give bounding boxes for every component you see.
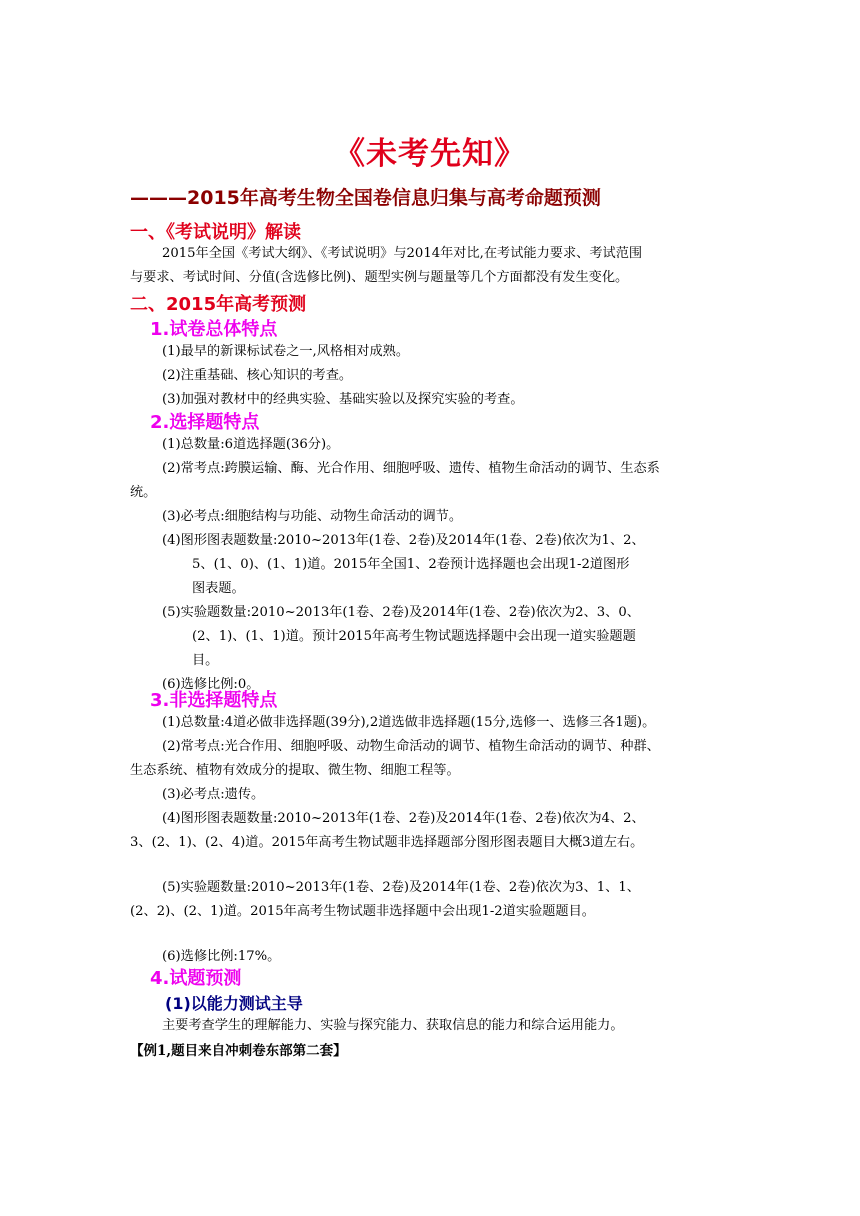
section-1-paragraph-line-2: 与要求、考试时间、分值(含选修比例)、题型实例与题量等几个方面都没有发生变化。 xyxy=(130,270,629,285)
subsection-4-1-heading: (1)以能力测试主导 xyxy=(165,994,303,1013)
list-item: (3)必考点:细胞结构与功能、动物生命活动的调节。 xyxy=(162,509,463,524)
list-item-continuation: 统。 xyxy=(130,485,157,500)
list-item: (5)实验题数量:2010~2013年(1卷、2卷)及2014年(1卷、2卷)依次为3、1、1、 xyxy=(162,880,640,895)
list-item-continuation: 目。 xyxy=(192,653,219,668)
list-item: (4)图形图表题数量:2010~2013年(1卷、2卷)及2014年(1卷、2卷)依次为1、2、 xyxy=(162,533,645,548)
list-item: (1)总数量:6道选择题(36分)。 xyxy=(162,437,340,452)
section-1-paragraph-line-1: 2015年全国《考试大纲》、《考试说明》与2014年对比,在考试能力要求、考试范围 xyxy=(162,246,643,261)
subsection-2-heading: 2.选择题特点 xyxy=(150,412,260,433)
subsection-1-heading: 1.试卷总体特点 xyxy=(150,319,278,340)
list-item: (1)最早的新课标试卷之一,风格相对成熟。 xyxy=(162,344,410,359)
list-item: (6)选修比例:17%。 xyxy=(162,949,281,964)
list-item: (5)实验题数量:2010~2013年(1卷、2卷)及2014年(1卷、2卷)依次为2、3、0、 xyxy=(162,605,640,620)
document-subtitle: ———2015年高考生物全国卷信息归集与高考命题预测 xyxy=(130,187,601,209)
document-title: 《未考先知》 xyxy=(334,136,526,172)
subsection-4-1-paragraph: 主要考查学生的理解能力、实验与探究能力、获取信息的能力和综合运用能力。 xyxy=(162,1018,624,1033)
subsection-3-heading: 3.非选择题特点 xyxy=(150,690,278,711)
list-item: (1)总数量:4道必做非选择题(39分),2道选做非选择题(15分,选修一、选修三各1题)。 xyxy=(162,715,656,730)
list-item: (2)常考点:跨膜运输、酶、光合作用、细胞呼吸、遗传、植物生命活动的调节、生态系 xyxy=(162,461,660,476)
list-item-continuation: 图表题。 xyxy=(192,581,245,596)
subsection-4-heading: 4.试题预测 xyxy=(150,968,242,989)
list-item-continuation: (2、1)、(1、1)道。预计2015年高考生物试题选择题中会出现一道实验题题 xyxy=(192,629,636,644)
list-item: (2)常考点:光合作用、细胞呼吸、动物生命活动的调节、植物生命活动的调节、种群、 xyxy=(162,739,660,754)
list-item: (4)图形图表题数量:2010~2013年(1卷、2卷)及2014年(1卷、2卷)依次为4、2、 xyxy=(162,811,645,826)
section-1-heading: 一、《考试说明》解读 xyxy=(130,222,301,243)
section-2-heading: 二、2015年高考预测 xyxy=(130,294,307,315)
list-item-continuation: 3、(2、1)、(2、4)道。2015年高考生物试题非选择题部分图形图表题目大概3道左右。 xyxy=(130,835,644,850)
list-item: (2)注重基础、核心知识的考查。 xyxy=(162,368,353,383)
list-item: (3)必考点:遗传。 xyxy=(162,787,265,802)
example-label: 【例1,题目来自冲刺卷东部第二套】 xyxy=(130,1043,347,1059)
list-item: (3)加强对教材中的经典实验、基础实验以及探究实验的考查。 xyxy=(162,392,524,407)
list-item-continuation: 生态系统、植物有效成分的提取、微生物、细胞工程等。 xyxy=(130,763,460,778)
list-item: (6)选修比例:0。 xyxy=(162,677,260,692)
list-item-continuation: 5、(1、0)、(1、1)道。2015年全国1、2卷预计选择题也会出现1-2道图形 xyxy=(192,557,630,572)
list-item-continuation: (2、2)、(2、1)道。2015年高考生物试题非选择题中会出现1-2道实验题题目。 xyxy=(130,904,595,919)
